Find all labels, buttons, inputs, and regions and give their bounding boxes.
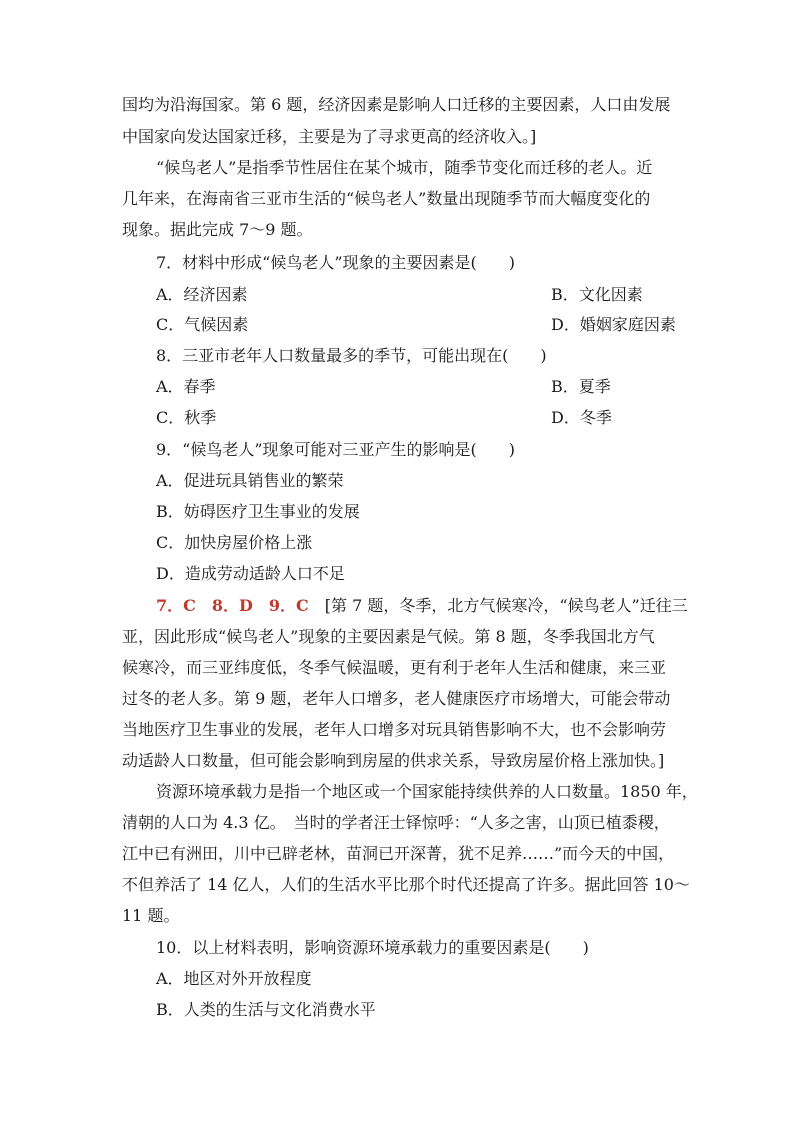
question-7-option-b: B．文化因素 [551,285,643,304]
passage1-line-3: 现象。据此完成 7～9 题。 [122,220,313,239]
question-8-option-d: D．冬季 [551,408,612,427]
passage2-line-5: 11 题。 [122,906,180,925]
question-8-option-a: A．春季 [156,377,216,396]
question-10-stem: 10．以上材料表明，影响资源环境承载力的重要因素是( ) [156,938,589,957]
passage2-line-1: 资源环境承载力是指一个地区或一个国家能持续供养的人口数量。1850 年， [156,782,698,801]
question-7-option-a: A．经济因素 [156,285,248,304]
question-7-options-row-2 [156,315,676,337]
answer-7-9-line-4: 过冬的老人多。第 9 题，老年人口增多，老人健康医疗市场增大，可能会带动 [122,689,671,708]
passage1-line-2: 几年来，在海南省三亚市生活的“候鸟老人”数量出现随季节而大幅度变化的 [122,189,651,208]
answer-7-9-line-1 [156,596,688,618]
answer-explanation-start: [第 7 题，冬季，北方气候寒冷，“候鸟老人”迁往三 [308,596,688,615]
prev-explanation-line-1: 国均为沿海国家。第 6 题，经济因素是影响人口迁移的主要因素，人口由发展 [122,95,671,114]
question-9-option-a: A．促进玩具销售业的繁荣 [156,471,344,490]
passage2-line-3: 江中已有洲田，川中已辟老林，苗洞已开深菁，犹不足养……”而今天的中国， [122,844,675,863]
question-7-option-d: D．婚姻家庭因素 [551,315,676,334]
question-8-option-b: B．夏季 [551,377,611,396]
question-8-stem: 8．三亚市老年人口数量最多的季节，可能出现在( ) [156,346,547,365]
passage1-line-1: “候鸟老人”是指季节性居住在某个城市，随季节变化而迁移的老人。近 [156,158,653,177]
answer-7-9-line-2: 亚，因此形成“候鸟老人”现象的主要因素是气候。第 8 题，冬季我国北方气 [122,627,655,646]
prev-explanation-line-2: 中国家向发达国家迁移，主要是为了寻求更高的经济收入。] [122,127,537,146]
question-8-option-c: C．秋季 [156,408,217,427]
question-7-options-row-1 [156,285,643,307]
question-9-stem: 9．“候鸟老人”现象可能对三亚产生的影响是( ) [156,440,516,459]
question-10-option-a: A．地区对外开放程度 [156,969,312,988]
passage2-line-2: 清朝的人口为 4.3 亿。 当时的学者汪士铎惊呼：“人多之害，山顶已植黍稷， [122,813,670,832]
question-7-option-c: C．气候因素 [156,315,249,334]
answer-keys: 7．C 8．D 9．C [156,596,309,615]
question-7-stem: 7．材料中形成“候鸟老人”现象的主要因素是( ) [156,253,516,272]
passage2-line-4: 不但养活了 14 亿人，人们的生活水平比那个时代还提高了许多。据此回答 10～ [122,875,690,894]
answer-7-9-line-6: 动适龄人口数量，但可能会影响到房屋的供求关系，导致房屋价格上涨加快。] [122,751,665,770]
question-10-option-b: B．人类的生活与文化消费水平 [156,1000,376,1019]
question-8-options-row-2 [156,408,612,430]
question-9-option-c: C．加快房屋价格上涨 [156,533,313,552]
answer-7-9-line-5: 当地医疗卫生事业的发展，老年人口增多对玩具销售影响不大，也不会影响劳 [122,720,667,739]
question-9-option-d: D．造成劳动适龄人口不足 [156,564,345,583]
question-8-options-row-1 [156,377,611,399]
answer-7-9-line-3: 候寒冷，而三亚纬度低，冬季气候温暖，更有利于老年人生活和健康，来三亚 [122,658,667,677]
question-9-option-b: B．妨碍医疗卫生事业的发展 [156,502,360,521]
